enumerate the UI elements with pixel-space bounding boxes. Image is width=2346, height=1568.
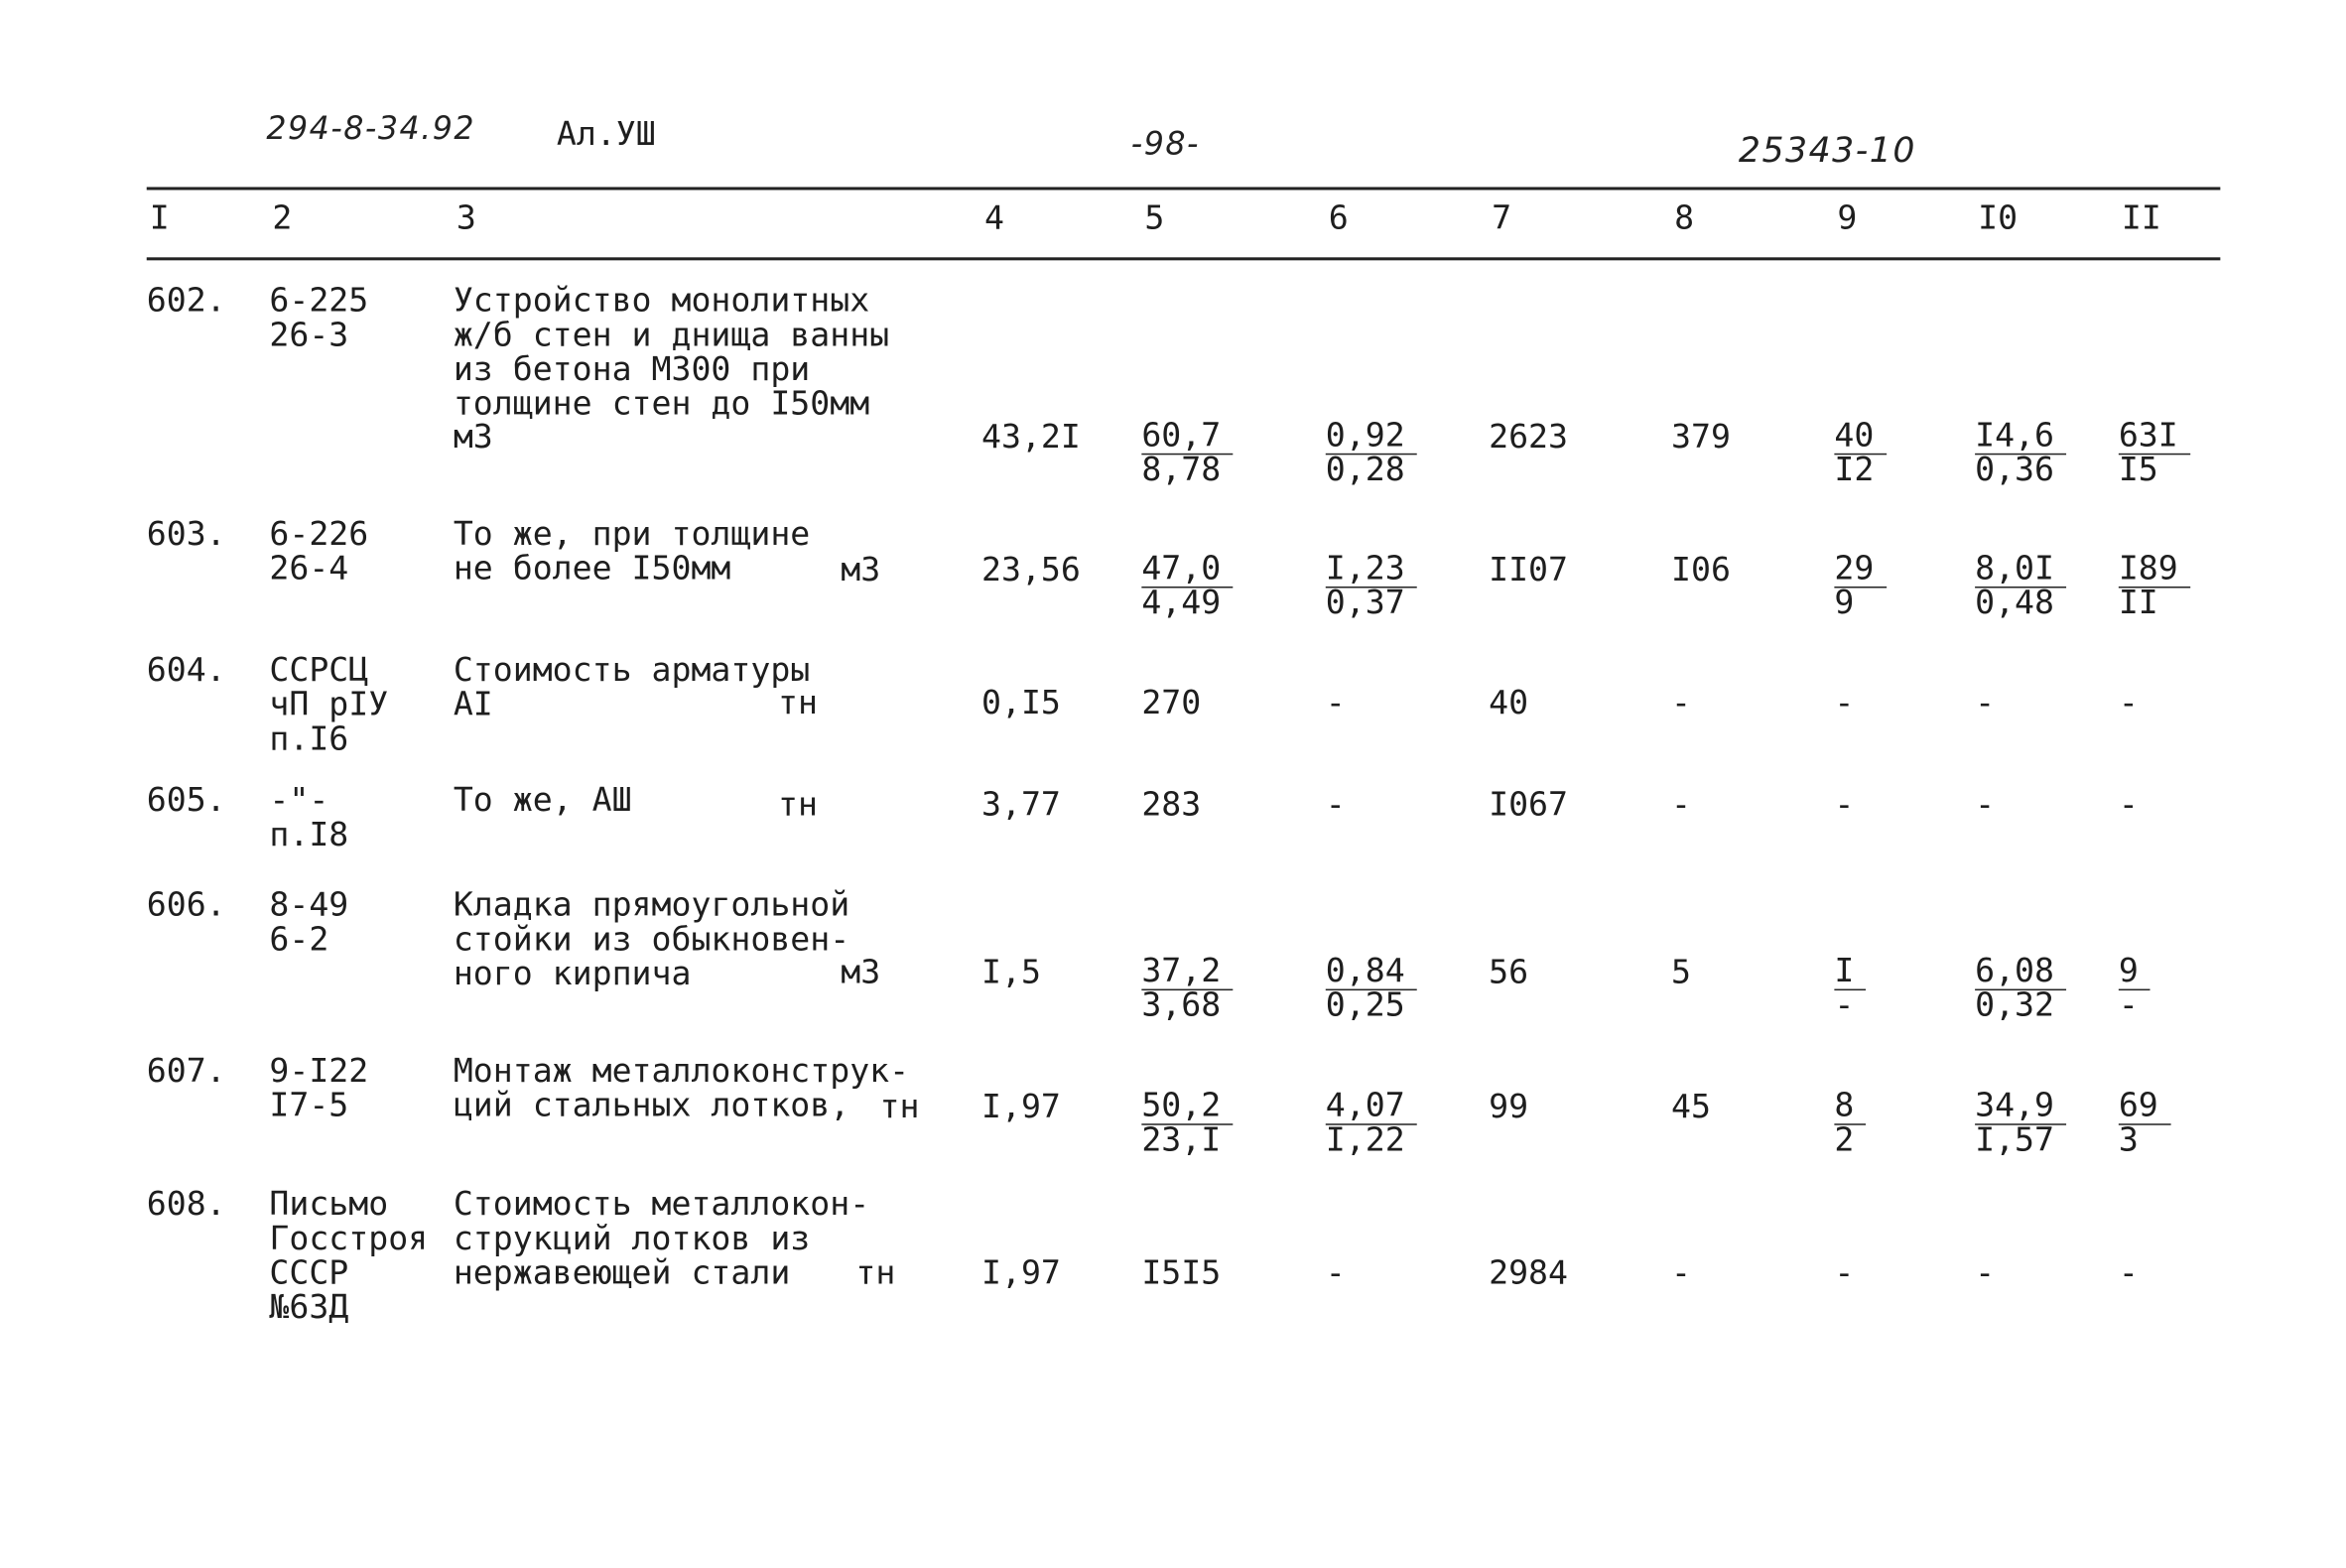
work-description: Кладка прямоугольной стойки из обыкновен- ного кирпича xyxy=(453,887,850,994)
fraction-cell-col9 xyxy=(1834,953,1866,1025)
value-cell-col11: - xyxy=(2118,685,2139,723)
fraction-cell-col6 xyxy=(1325,550,1417,623)
column-header-5: 5 xyxy=(1144,200,1165,238)
fraction-bottom: 4,49 xyxy=(1141,585,1222,623)
row-number: 607. xyxy=(146,1053,226,1092)
column-header-1: I xyxy=(149,200,170,238)
value-cell-col6: - xyxy=(1325,1254,1346,1293)
value-cell-col7: 2984 xyxy=(1489,1254,1568,1293)
fraction-cell-col9 xyxy=(1834,417,1886,489)
fraction-cell-col6 xyxy=(1325,1088,1417,1160)
value-cell-col5: 270 xyxy=(1141,685,1202,723)
sheet-number: 25343-10 xyxy=(1738,131,1916,171)
row-number: 605. xyxy=(146,782,226,821)
fraction-bottom: 8,78 xyxy=(1141,452,1222,489)
work-description: То же, АШ xyxy=(453,782,632,821)
row-number: 608. xyxy=(146,1186,226,1225)
fraction-cell-col11 xyxy=(2118,1088,2170,1160)
value-cell-col9: - xyxy=(1834,787,1855,825)
fraction-bottom: I,22 xyxy=(1325,1121,1405,1160)
fraction-cell-col5 xyxy=(1141,1088,1233,1160)
unit-of-measure: тн xyxy=(777,787,818,825)
fraction-cell-col9 xyxy=(1834,1088,1866,1160)
fraction-bottom: 3,68 xyxy=(1141,987,1222,1025)
fraction-cell-col6 xyxy=(1325,417,1417,489)
fraction-cell-col6 xyxy=(1325,953,1417,1025)
fraction-top: 63I xyxy=(2119,421,2190,456)
fraction-bottom: 3 xyxy=(2118,1121,2139,1160)
value-cell-col8: I06 xyxy=(1671,552,1731,590)
value-cell-col8: 379 xyxy=(1671,419,1731,457)
fraction-bottom: 0,37 xyxy=(1325,585,1405,623)
value-cell-col4: I,97 xyxy=(981,1254,1061,1293)
unit-of-measure: тн xyxy=(879,1089,920,1127)
fraction-top: 6,08 xyxy=(1975,956,2066,990)
fraction-bottom: 0,32 xyxy=(1975,987,2054,1025)
unit-of-measure: тн xyxy=(777,685,818,723)
fraction-bottom: 23,I xyxy=(1141,1121,1222,1160)
value-cell-col4: 3,77 xyxy=(981,787,1061,825)
fraction-top: 0,84 xyxy=(1326,956,1417,990)
fraction-bottom: 2 xyxy=(1834,1121,1855,1160)
fraction-cell-col5 xyxy=(1141,953,1233,1025)
fraction-cell-col10 xyxy=(1975,953,2066,1025)
work-description: Стоимость металлокон- струкций лотков из нержавеющей стали xyxy=(453,1186,870,1293)
fraction-top: I,23 xyxy=(1326,554,1417,588)
fraction-top: I xyxy=(1834,956,1866,990)
column-header-6: 6 xyxy=(1328,200,1349,238)
table-top-rule xyxy=(147,187,2221,190)
fraction-bottom: 0,48 xyxy=(1975,585,2054,623)
page-number: -98- xyxy=(1130,125,1200,162)
fraction-top: I4,6 xyxy=(1975,421,2066,456)
column-header-9: 9 xyxy=(1837,200,1858,238)
value-cell-col7: 99 xyxy=(1489,1089,1529,1127)
work-description: Монтаж металлоконструк- ций стальных лотков, xyxy=(453,1053,910,1125)
work-description: То же, при толщине не более I50мм xyxy=(453,516,811,588)
unit-of-measure: тн xyxy=(855,1254,896,1293)
rate-code: ССРСЦ чП рIУ п.I6 xyxy=(269,652,389,759)
fraction-top: 8,0I xyxy=(1975,554,2066,588)
value-cell-col7: 40 xyxy=(1489,685,1529,723)
work-description: Устройство монолитных ж/б стен и днища ванны из бетона М300 при толщине стен до I50мм xyxy=(453,282,890,424)
fraction-top: 4,07 xyxy=(1326,1091,1417,1125)
value-cell-col7: 56 xyxy=(1489,954,1529,992)
rate-code: 8-49 6-2 xyxy=(269,887,349,960)
column-header-10: I0 xyxy=(1978,200,2019,238)
value-cell-col8: 45 xyxy=(1671,1089,1712,1127)
value-cell-col10: - xyxy=(1975,685,1996,723)
fraction-top: 60,7 xyxy=(1141,421,1233,456)
fraction-top: 0,92 xyxy=(1326,421,1417,456)
column-header-11: II xyxy=(2121,200,2161,238)
fraction-bottom: 9 xyxy=(1834,585,1855,623)
unit-of-measure: м3 xyxy=(841,552,881,590)
value-cell-col6: - xyxy=(1325,787,1346,825)
value-cell-col10: - xyxy=(1975,787,1996,825)
rate-code: 9-I22 I7-5 xyxy=(269,1053,369,1125)
fraction-top: 50,2 xyxy=(1141,1091,1233,1125)
row-number: 606. xyxy=(146,887,226,925)
value-cell-col7: 2623 xyxy=(1489,419,1568,457)
value-cell-col6: - xyxy=(1325,685,1346,723)
unit-of-measure: м3 xyxy=(453,419,493,457)
rate-code: 6-225 26-3 xyxy=(269,282,369,355)
value-cell-col5: I5I5 xyxy=(1141,1254,1222,1293)
fraction-bottom: 0,28 xyxy=(1325,452,1405,489)
unit-of-measure: м3 xyxy=(841,954,881,992)
fraction-bottom: II xyxy=(2118,585,2158,623)
fraction-bottom: - xyxy=(1834,987,1855,1025)
value-cell-col7: I067 xyxy=(1489,787,1568,825)
album-label: Ал.УШ xyxy=(556,116,656,155)
value-cell-col9: - xyxy=(1834,1254,1855,1293)
value-cell-col11: - xyxy=(2118,787,2139,825)
value-cell-col7: II07 xyxy=(1489,552,1568,590)
fraction-top: 34,9 xyxy=(1975,1091,2066,1125)
fraction-cell-col10 xyxy=(1975,1088,2066,1160)
value-cell-col4: I,97 xyxy=(981,1089,1061,1127)
fraction-top: 47,0 xyxy=(1141,554,1233,588)
fraction-cell-col5 xyxy=(1141,550,1233,623)
fraction-cell-col5 xyxy=(1141,417,1233,489)
fraction-top: 29 xyxy=(1834,554,1886,588)
fraction-bottom: I,57 xyxy=(1975,1121,2054,1160)
row-number: 604. xyxy=(146,652,226,691)
fraction-cell-col11 xyxy=(2118,953,2150,1025)
fraction-bottom: I2 xyxy=(1834,452,1875,489)
fraction-top: I89 xyxy=(2119,554,2190,588)
column-header-8: 8 xyxy=(1674,200,1695,238)
fraction-bottom: 0,36 xyxy=(1975,452,2054,489)
header-bottom-rule xyxy=(147,257,2221,260)
value-cell-col4: 0,I5 xyxy=(981,685,1061,723)
column-header-7: 7 xyxy=(1492,200,1512,238)
rate-code: 6-226 26-4 xyxy=(269,516,369,588)
value-cell-col10: - xyxy=(1975,1254,1996,1293)
fraction-top: 9 xyxy=(2119,956,2150,990)
fraction-bottom: - xyxy=(2118,987,2139,1025)
fraction-cell-col11 xyxy=(2118,417,2190,489)
value-cell-col9: - xyxy=(1834,685,1855,723)
value-cell-col4: 23,56 xyxy=(981,552,1081,590)
fraction-top: 69 xyxy=(2119,1091,2170,1125)
row-number: 602. xyxy=(146,282,226,321)
column-header-4: 4 xyxy=(984,200,1005,238)
value-cell-col8: 5 xyxy=(1671,954,1692,992)
fraction-top: 8 xyxy=(1834,1091,1866,1125)
value-cell-col4: I,5 xyxy=(981,954,1041,992)
fraction-top: 37,2 xyxy=(1141,956,1233,990)
row-number: 603. xyxy=(146,516,226,554)
value-cell-col8: - xyxy=(1671,685,1692,723)
fraction-bottom: 0,25 xyxy=(1325,987,1405,1025)
value-cell-col5: 283 xyxy=(1141,787,1202,825)
value-cell-col11: - xyxy=(2118,1254,2139,1293)
rate-code: -"- п.I8 xyxy=(269,782,349,854)
work-description: Стоимость арматуры AI xyxy=(453,652,811,724)
document-code: 294-8-34.92 xyxy=(266,110,476,147)
fraction-cell-col10 xyxy=(1975,417,2066,489)
value-cell-col8: - xyxy=(1671,1254,1692,1293)
value-cell-col8: - xyxy=(1671,787,1692,825)
value-cell-col4: 43,2I xyxy=(981,419,1081,457)
column-header-3: 3 xyxy=(456,200,476,238)
fraction-top: 40 xyxy=(1834,421,1886,456)
fraction-bottom: I5 xyxy=(2118,452,2158,489)
fraction-cell-col11 xyxy=(2118,550,2190,623)
column-header-2: 2 xyxy=(272,200,293,238)
fraction-cell-col9 xyxy=(1834,550,1886,623)
rate-code: Письмо Госстроя СССР №63Д xyxy=(269,1186,429,1328)
fraction-cell-col10 xyxy=(1975,550,2066,623)
